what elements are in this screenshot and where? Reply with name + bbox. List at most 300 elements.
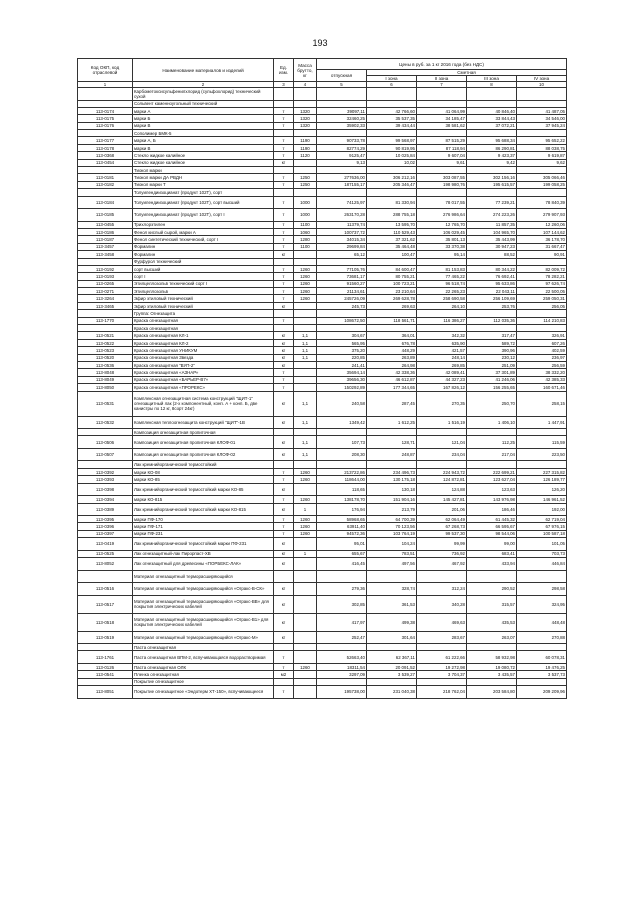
row-zone-1-price: 177 344,65 (367, 384, 417, 391)
row-name: Краска огнезащитная (133, 317, 274, 324)
row-zone-4-price: 38 332,20 (517, 369, 567, 376)
row-zone-2-price: 44 327,23 (417, 376, 467, 383)
row-zone-2-price: 467,92 (417, 558, 467, 571)
row-mass: 1260 (294, 265, 317, 272)
row-name: Фенол кислый сырой, марки А (133, 228, 274, 235)
row-release-price: 11379,74 (317, 221, 367, 228)
row-unit: т (274, 468, 294, 475)
table-row (78, 251, 567, 258)
row-release-price: 3297,09 (317, 671, 367, 678)
row-zone-4-price: 78 840,39 (517, 196, 567, 209)
column-index: 10 (517, 82, 567, 88)
row-zone-1-price: 128,71 (367, 436, 417, 449)
column-index: 4 (294, 82, 317, 88)
row-zone-2-price: 258 690,58 (417, 295, 467, 302)
row-release-price: 375,20 (317, 347, 367, 354)
row-unit: кг (274, 595, 294, 613)
row-code: 113-8049 (78, 376, 133, 383)
row-zone-3-price: 230,12 (467, 354, 517, 361)
row-release-price: 73681,17 (317, 273, 367, 280)
row-zone-4-price: 448,48 (517, 613, 567, 631)
row-zone-4-price: 101,05 (517, 538, 567, 551)
price-table (77, 58, 567, 699)
row-code (78, 167, 133, 174)
row-code: 113-0518 (78, 613, 133, 631)
row-zone-3-price: 35 443,99 (467, 236, 517, 243)
row-release-price: 39097,11 (317, 107, 367, 114)
row-zone-4-price (517, 189, 567, 196)
row-zone-3-price (467, 678, 517, 685)
row-zone-4-price (517, 167, 567, 174)
row-code: 113-0186 (78, 228, 133, 235)
row-zone-3-price: 290,52 (467, 583, 517, 596)
row-zone-2-price: 1 516,19 (417, 416, 467, 429)
row-zone-3-price (467, 100, 517, 107)
table-row (78, 236, 567, 243)
row-name: марки КО-85 (133, 476, 274, 483)
row-code (78, 88, 133, 101)
row-code: 113-0182 (78, 181, 133, 188)
row-zone-1-price: 100 723,21 (367, 280, 417, 287)
row-zone-3-price: 66 595,67 (467, 523, 517, 530)
row-release-price (317, 258, 367, 265)
row-code: 113-3465 (78, 302, 133, 309)
row-name: марки А (133, 107, 274, 114)
row-zone-2-price: 61 222,66 (417, 651, 467, 664)
row-zone-4-price: 227 315,82 (517, 468, 567, 475)
row-zone-2-price: 312,24 (417, 583, 467, 596)
row-unit: т (274, 221, 294, 228)
row-release-price: 63911,40 (317, 523, 367, 530)
row-zone-1-price (367, 570, 417, 583)
row-zone-4-price: 9,62 (517, 159, 567, 166)
row-zone-1-price: 3 539,27 (367, 671, 417, 678)
row-zone-1-price: 100,47 (367, 251, 417, 258)
table-row (78, 550, 567, 557)
row-zone-1-price: 46 612,87 (367, 376, 417, 383)
row-mass: 1,1 (294, 354, 317, 361)
table-row (78, 362, 567, 369)
row-name: Этилцеллозольв (133, 288, 274, 295)
row-zone-1-price: 104,24 (367, 538, 417, 551)
row-name: Сополимер БМК-5 (133, 130, 274, 137)
row-unit: кг (274, 159, 294, 166)
row-zone-1-price: 70 123,56 (367, 523, 417, 530)
table-row (78, 483, 567, 496)
row-unit: т (274, 115, 294, 122)
row-unit: кг (274, 550, 294, 557)
row-zone-2-price: 224 943,72 (417, 468, 467, 475)
row-mass: 1060 (294, 228, 317, 235)
row-code: 113-0174 (78, 107, 133, 114)
row-name: Комплексная огнезащитная система конструкций "ЩИТ-1" огнезащитный лак (2-х компонентный, конп. А + конп. Б, две канистры по 12 кг, 8сорт 24кг) (133, 391, 274, 416)
row-name: Лак кремнийорганический термостойкий (133, 461, 274, 468)
row-zone-1-price: 1 612,25 (367, 416, 417, 429)
row-zone-1-price (367, 678, 417, 685)
row-name: Толуилендиизоцианат (продукт 102Т), сорт высший (133, 196, 274, 209)
row-name: Краска огнезащитная КЛ-2 (133, 339, 274, 346)
row-zone-4-price: 60 078,31 (517, 651, 567, 664)
row-mass: 1280 (294, 236, 317, 243)
row-mass: 1260 (294, 530, 317, 537)
row-mass: 1260 (294, 468, 317, 475)
row-zone-3-price: 104 965,70 (467, 228, 517, 235)
table-row (78, 243, 567, 250)
row-zone-2-price: 12 765,70 (417, 221, 467, 228)
row-zone-3-price: 263,07 (467, 631, 517, 644)
row-name: Краска огнезащитная (133, 325, 274, 332)
row-mass: 1,1 (294, 448, 317, 461)
table-row (78, 196, 567, 209)
row-zone-1-price (367, 429, 417, 436)
row-zone-3-price: 195 615,57 (467, 181, 517, 188)
row-release-price (317, 429, 367, 436)
row-zone-4-price: 12 260,06 (517, 221, 567, 228)
row-zone-4-price: 258,15 (517, 391, 567, 416)
row-mass: 1,1 (294, 391, 317, 416)
row-release-price (317, 100, 367, 107)
row-unit: т (274, 376, 294, 383)
row-zone-2-price: 198 980,76 (417, 181, 467, 188)
row-unit: т (274, 317, 294, 324)
row-zone-2-price: 116 386,27 (417, 317, 467, 324)
row-zone-3-price: 30 947,23 (467, 243, 517, 250)
row-zone-2-price: 19 272,98 (417, 663, 467, 670)
row-release-price: 187155,17 (317, 181, 367, 188)
row-release-price: 74125,97 (317, 196, 367, 209)
table-row (78, 228, 567, 235)
row-zone-4-price: 34 546,00 (517, 115, 567, 122)
row-mass (294, 189, 317, 196)
table-row (78, 181, 567, 188)
row-mass: 1 (294, 550, 317, 557)
row-name: Стекло жидкое калийное (133, 159, 274, 166)
row-code: 113-3458 (78, 251, 133, 258)
row-mass (294, 167, 317, 174)
row-unit (274, 88, 294, 101)
row-zone-4-price (517, 88, 567, 101)
row-unit: кг (274, 613, 294, 631)
row-zone-2-price: 248,14 (417, 354, 467, 361)
row-unit: кг (274, 483, 294, 496)
row-zone-1-price: 231 040,38 (367, 686, 417, 699)
row-mass (294, 651, 317, 664)
row-zone-2-price: 42 089,41 (417, 369, 467, 376)
row-zone-2-price: 67 268,73 (417, 523, 467, 530)
row-code (78, 258, 133, 265)
row-release-price: 150292,89 (317, 384, 367, 391)
row-name: сорт высший (133, 265, 274, 272)
row-mass (294, 429, 317, 436)
row-name: Композиция огнезащитная пропиточная КЛОФ-02 (133, 448, 274, 461)
row-zone-1-price: 130 175,18 (367, 476, 417, 483)
row-zone-1-price: 62 367,11 (367, 651, 417, 664)
row-zone-1-price: 151 904,16 (367, 496, 417, 503)
row-zone-3-price: 1 406,10 (467, 416, 517, 429)
row-zone-4-price: 298,58 (517, 583, 567, 596)
row-zone-1-price: 213,79 (367, 503, 417, 516)
header-zone-1: I зона (367, 76, 417, 82)
row-zone-4-price: 1 447,91 (517, 416, 567, 429)
row-mass (294, 558, 317, 571)
row-zone-4-price: 78 282,21 (517, 273, 567, 280)
row-code (78, 678, 133, 685)
row-mass: 1260 (294, 273, 317, 280)
row-release-price: 277636,00 (317, 174, 367, 181)
row-zone-3-price (467, 189, 517, 196)
row-release-price: 32460,25 (317, 115, 367, 122)
row-zone-2-price: 283,67 (417, 631, 467, 644)
row-mass: 1260 (294, 288, 317, 295)
row-unit: т (274, 516, 294, 523)
row-zone-3-price: 37 301,89 (467, 369, 517, 376)
table-row (78, 461, 567, 468)
row-zone-3-price: 9 423,37 (467, 152, 517, 159)
header-price-group: Цены в руб. за 1 кг 2016 года (без НДС) (317, 59, 567, 70)
row-zone-4-price: 41 487,05 (517, 107, 567, 114)
row-zone-2-price: 303 087,55 (417, 174, 467, 181)
table-row (78, 429, 567, 436)
row-release-price (317, 325, 367, 332)
row-zone-2-price (417, 325, 467, 332)
row-code: 113-0177 (78, 137, 133, 144)
row-zone-3-price: 302 156,16 (467, 174, 517, 181)
row-mass: 1100 (294, 243, 317, 250)
row-zone-4-price: 62 719,04 (517, 516, 567, 523)
table-row (78, 671, 567, 678)
row-name: марки В (133, 144, 274, 151)
table-row (78, 317, 567, 324)
row-zone-3-price (467, 644, 517, 651)
row-name: Комплексная теплоогнезащита конструкций "ЩИТ"-1В (133, 416, 274, 429)
table-row (78, 644, 567, 651)
row-zone-4-price: 326,91 (517, 332, 567, 339)
row-mass (294, 671, 317, 678)
row-name: Стекло жидкое калийное (133, 152, 274, 159)
row-zone-1-price: 110 529,43 (367, 228, 417, 235)
row-zone-1-price: 361,53 (367, 595, 417, 613)
row-zone-1-price: 205 346,47 (367, 181, 417, 188)
row-unit (274, 130, 294, 137)
row-zone-1-price: 84 600,47 (367, 265, 417, 272)
row-zone-4-price: 22 500,05 (517, 288, 567, 295)
row-zone-3-price: 390,96 (467, 347, 517, 354)
row-zone-3-price: 217,04 (467, 448, 517, 461)
row-mass (294, 251, 317, 258)
row-zone-3-price: 99,00 (467, 538, 517, 551)
header-mass: Масса брутто, кг (294, 59, 317, 82)
row-zone-2-price (417, 189, 467, 196)
row-zone-4-price: 279 907,93 (517, 209, 567, 222)
table-row (78, 100, 567, 107)
row-code: 113-1761 (78, 651, 133, 664)
row-mass: 1000 (294, 196, 317, 209)
row-zone-2-price (417, 88, 467, 101)
row-unit (274, 310, 294, 317)
table-row (78, 678, 567, 685)
row-zone-4-price: 107 144,62 (517, 228, 567, 235)
row-release-price: 18311,54 (317, 663, 367, 670)
row-zone-1-price: 130,18 (367, 483, 417, 496)
row-code (78, 325, 133, 332)
row-release-price: 195738,00 (317, 686, 367, 699)
row-name: Толуилендиизоцианат (продукт 102Т), сорт (133, 189, 274, 196)
page-number: 193 (312, 38, 328, 48)
row-name: Фенол синтетический технический, сорт I (133, 236, 274, 243)
row-code: 113-0455 (78, 221, 133, 228)
row-unit (274, 258, 294, 265)
row-code: 113-0520 (78, 354, 133, 361)
row-zone-2-price: 99 537,30 (417, 530, 467, 537)
row-name: Карбометоксисульфенилхлорид (сульфохлорид) технический сухой (133, 88, 274, 101)
table-row (78, 88, 567, 101)
row-unit: т (274, 137, 294, 144)
table-row (78, 538, 567, 551)
header-code: Код ОКП, код отраслевой (78, 59, 133, 82)
row-unit: кг (274, 354, 294, 361)
row-mass: 1190 (294, 144, 317, 151)
row-zone-4-price: 126,20 (517, 483, 567, 496)
row-name: Лак огнезащитный-лак Пирорпаст-ХВ (133, 550, 274, 557)
row-zone-1-price (367, 461, 417, 468)
row-zone-2-price: 124 872,81 (417, 476, 467, 483)
row-zone-3-price: 435,53 (467, 613, 517, 631)
row-unit (274, 100, 294, 107)
row-name: Эфир этиловый технический (133, 295, 274, 302)
row-zone-2-price: 124,88 (417, 483, 467, 496)
row-zone-2-price (417, 130, 467, 137)
row-code: 113-0532 (78, 416, 133, 429)
row-name: Лак огнезащитный для древесины «ПОРБЕКС-ЛАК» (133, 558, 274, 571)
row-zone-3-price: 203 584,80 (467, 686, 517, 699)
row-name: марки ПФ-231 (133, 530, 274, 537)
row-name: Материал огнезащитный терморасширяющийся (133, 570, 274, 583)
row-code: 113-8051 (78, 686, 133, 699)
row-zone-1-price: 497,56 (367, 558, 417, 571)
row-zone-2-price: 469,63 (417, 613, 467, 631)
row-name: Краска огнезащитная УНИКУМ (133, 347, 274, 354)
row-zone-4-price: 270,88 (517, 631, 567, 644)
row-zone-3-price (467, 88, 517, 101)
row-mass (294, 631, 317, 644)
row-zone-4-price (517, 570, 567, 583)
table-row (78, 530, 567, 537)
row-code: 113-0368 (78, 152, 133, 159)
row-zone-1-price: 288 755,18 (367, 209, 417, 222)
row-name: Паста огнезащитная ОЛК (133, 663, 274, 670)
row-code: 113-0507 (78, 448, 133, 461)
table-row (78, 221, 567, 228)
row-zone-4-price (517, 310, 567, 317)
row-zone-3-price: 251,09 (467, 362, 517, 369)
row-code: 113-0185 (78, 209, 133, 222)
row-zone-2-price: 33 370,38 (417, 243, 467, 250)
row-zone-3-price: 9,42 (467, 159, 517, 166)
row-zone-3-price (467, 258, 517, 265)
row-zone-1-price: 248,87 (367, 448, 417, 461)
row-release-price: 9,13 (317, 159, 367, 166)
row-unit: кг (274, 538, 294, 551)
row-zone-2-price: 234,04 (417, 448, 467, 461)
row-name: Фурфурол технический (133, 258, 274, 265)
table-row (78, 144, 567, 151)
row-zone-3-price: 37 072,21 (467, 122, 517, 129)
table-row (78, 265, 567, 272)
row-zone-1-price: 269,63 (367, 302, 417, 309)
row-name: марки В (133, 122, 274, 129)
row-mass (294, 130, 317, 137)
row-zone-3-price: 80 344,22 (467, 265, 517, 272)
row-zone-1-price (367, 644, 417, 651)
row-name: марки КО-815 (133, 496, 274, 503)
row-name: Паста огнезащитная (133, 644, 274, 651)
row-zone-4-price: 37 945,24 (517, 122, 567, 129)
row-code: 113-0395 (78, 516, 133, 523)
row-release-price (317, 130, 367, 137)
row-unit: кг (274, 583, 294, 596)
row-zone-2-price: 421,57 (417, 347, 467, 354)
table-row (78, 302, 567, 309)
row-zone-4-price: 305 066,46 (517, 174, 567, 181)
row-zone-1-price: 287,45 (367, 391, 417, 416)
row-name: Эфир этиловый технический (133, 302, 274, 309)
row-zone-3-price: 156 255,65 (467, 384, 517, 391)
row-release-price: 29699,84 (317, 243, 367, 250)
row-code: 113-0517 (78, 595, 133, 613)
row-unit: т (274, 496, 294, 503)
table-row (78, 152, 567, 159)
row-zone-4-price (517, 678, 567, 685)
row-mass: 1320 (294, 115, 317, 122)
row-release-price: 263170,28 (317, 209, 367, 222)
row-zone-4-price: 256,59 (517, 362, 567, 369)
row-name: Краска огнезащитная «ПРОРЕКС» (133, 384, 274, 391)
row-release-price: 118644,00 (317, 476, 367, 483)
row-mass (294, 302, 317, 309)
row-mass: 1120 (294, 152, 317, 159)
row-zone-3-price: 61 445,32 (467, 516, 517, 523)
row-release-price: 304,67 (317, 332, 367, 339)
row-unit: т (274, 243, 294, 250)
row-zone-2-price (417, 461, 467, 468)
row-unit: т (274, 288, 294, 295)
row-zone-2-price: 87 118,94 (417, 144, 467, 151)
row-release-price: 90733,78 (317, 137, 367, 144)
row-zone-2-price (417, 678, 467, 685)
row-zone-4-price: 703,73 (517, 550, 567, 557)
row-code (78, 570, 133, 583)
row-zone-3-price (467, 429, 517, 436)
row-zone-2-price (417, 644, 467, 651)
row-zone-4-price: 95 652,22 (517, 137, 567, 144)
row-name: Краска огнезащитная КЛ-1 (133, 332, 274, 339)
row-zone-3-price: 76 692,41 (467, 273, 517, 280)
row-zone-4-price: 42 385,33 (517, 376, 567, 383)
row-zone-3-price (467, 570, 517, 583)
table-row (78, 130, 567, 137)
row-mass (294, 483, 317, 496)
table-row (78, 523, 567, 530)
row-code: 113-0454 (78, 159, 133, 166)
row-zone-1-price: 35 464,48 (367, 243, 417, 250)
row-code: 113-8052 (78, 558, 133, 571)
row-zone-4-price: 3 537,73 (517, 671, 567, 678)
table-row (78, 310, 567, 317)
table-row (78, 613, 567, 631)
row-release-price (317, 189, 367, 196)
row-release-price: 416,45 (317, 558, 367, 571)
row-unit: т (274, 663, 294, 670)
